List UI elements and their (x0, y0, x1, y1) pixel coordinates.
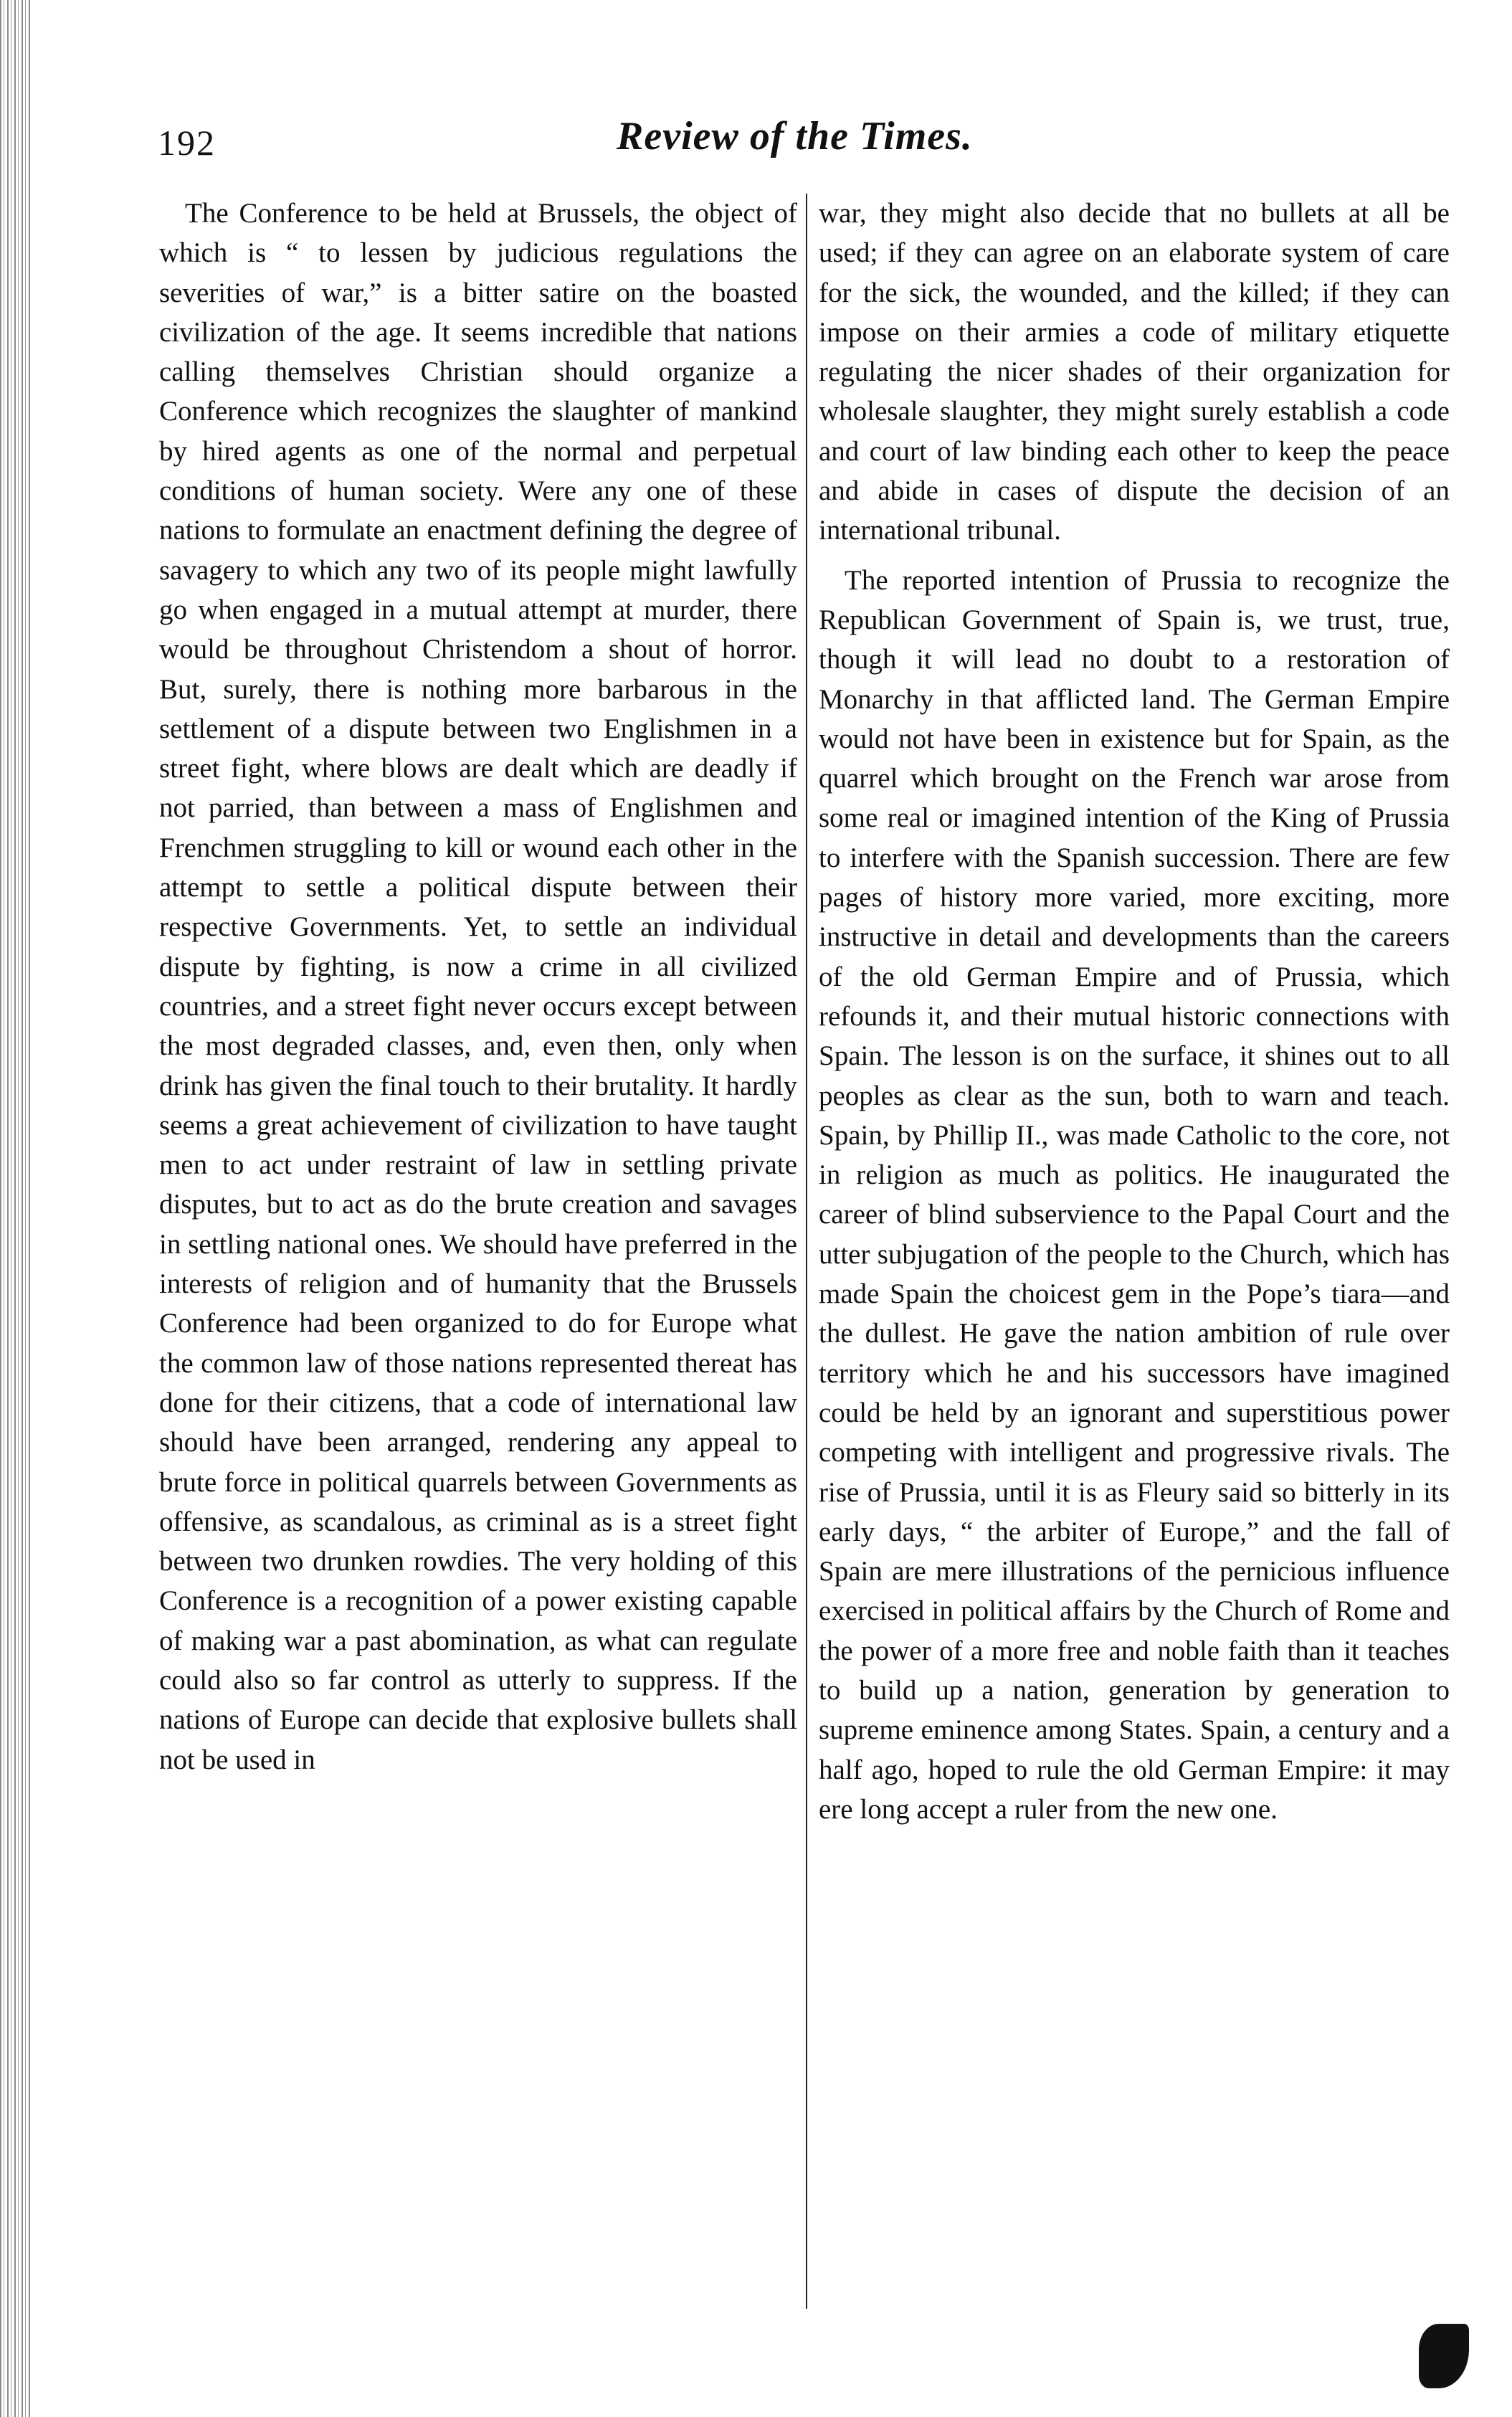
paragraph-prussia-spain: The reported intention of Prussia to recognize the Republican Government of Spain is, we trust, true, though it will lead no doubt to a restoration of Monarchy in that afflicted land. The German Empire would not have been in existence but for Spain, as the quarrel which brought on the French war arose from some real or imagined intention of the King of Prussia to interfere with the Spanish succession. There are few pages of history more varied, more exciting, more instructive in detail and developments than the careers of the old German Empire and of Prussia, which refounds it, and their mutual historic connections with Spain. The lesson is on the surface, it shines out to all peoples as clear as the sun, both to warn and teach. Spain, by Phillip II., was made Catholic to the core, not in religion as much as politics. He inaugurated the career of blind subservience to the Papal Court and the utter subjugation of the people to the Church, which has made Spain the choicest gem in the Pope’s tiara—and the dullest. He gave the nation ambition of rule over territory which he and his successors have imagined could be held by an ignorant and superstitious power competing with intelligent and progressive rivals. The rise of Prussia, until it is as Fleury said so bitterly in its early days, “ the arbiter of Europe,” and the fall of Spain are mere illustrations of the pernicious influence exercised in political affairs by the Church of Rome and the power of a more free and noble faith than it teaches to build up a nation, generation by generation to supreme eminence among States. Spain, a century and a half ago, hoped to rule the old German Empire: it may ere long accept a ruler from the new one. (819, 564, 1450, 1825)
column-divider (806, 194, 807, 2309)
paragraph-continuation: war, they might also decide that no bullets at all be used; if they can agree on an elaborate system of care for the sick, the wounded, and the killed; if they can impose on their armies a code of military etiquette regulating the nicer shades of their organization for wholesale slaughter, they might surely establish a code and court of law binding each other to keep the peace and abide in cases of dispute the decision of an international tribunal. (819, 198, 1450, 546)
running-title: Review of the Times. (617, 114, 973, 158)
page-number: 192 (158, 123, 216, 163)
paragraph-brussels-conference: The Conference to be held at Brussels, the object of which is “ to lessen by judicious regulations the severities of war,” is a bitter satire on the boasted civilization of the age. It seems incredible that nations calling themselves Christian should organize a Conference which recognizes the slaughter of mankind by hired agents as one of the normal and perpetual conditions of human society. Were any one of these nations to formulate an enactment defining the degree of savagery to which any two of its people might lawfully go when engaged in a mutual attempt at murder, there would be throughout Christendom a shout of horror. But, surely, there is nothing more barbarous in the settlement of a dispute between two Englishmen in a street fight, where blows are dealt which are deadly if not parried, than between a mass of Englishmen and Frenchmen struggling to kill or wound each other in the attempt to settle a political dispute between their respective Governments. Yet, to settle an individual dispute by fighting, is now a crime in all civilized countries, and a street fight never occurs except between the most degraded classes, and, even then, only when drink has given the final touch to their brutality. It hardly seems a great achievement of civilization to have taught men to act under restraint of law in settling private disputes, but to act as do the brute creation and savages in settling national ones. We should have preferred in the interests of religion and of humanity that the Brussels Conference had been organized to do for Europe what the common law of those nations represented thereat has done for their citizens, that a code of international law should have been arranged, rendering any appeal to brute force in political quarrels between Governments as offensive, as scandalous, as criminal as is a street fight between two drunken rowdies. The very holding of this Conference is a recognition of a power existing capable of making war a past abomination, as what can regulate could also so far control as utterly to suppress. If the nations of Europe can decide that explosive bullets shall not be used in (159, 198, 797, 1775)
right-column (819, 194, 1450, 2316)
page-header (158, 108, 1463, 172)
page-binding-edge (0, 0, 30, 2417)
left-column (159, 194, 797, 2316)
page-corner-mark (1419, 2324, 1469, 2388)
